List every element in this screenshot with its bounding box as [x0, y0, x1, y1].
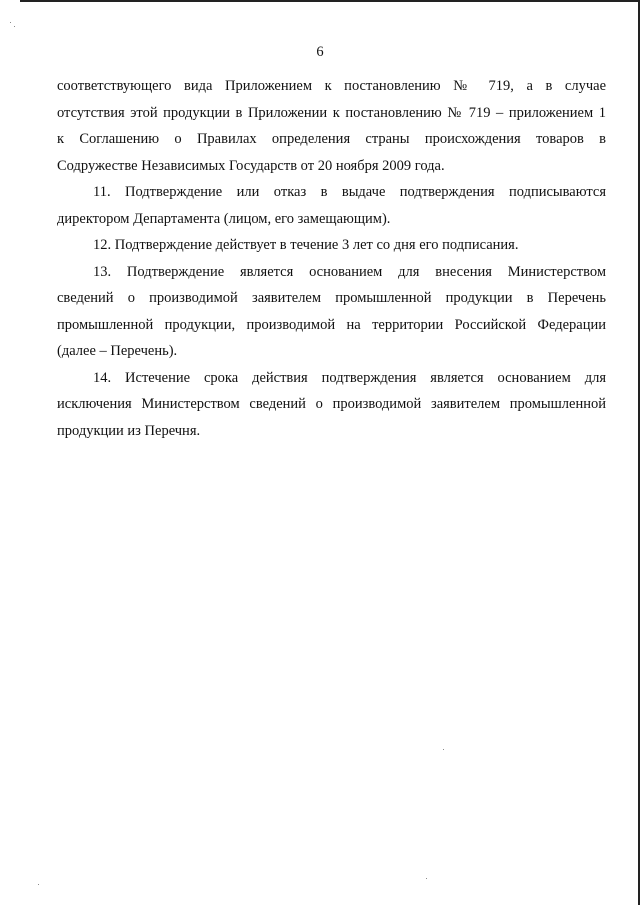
- text-line: промышленной продукции, производимой на территории Российской Федерации: [57, 316, 606, 333]
- text-line: 11. Подтверждение или отказ в выдаче подтверждения подписываются: [93, 184, 606, 200]
- paragraph-11: [57, 179, 606, 232]
- scan-speck: [426, 878, 427, 879]
- document-body: [57, 73, 606, 444]
- text-line: Содружестве Независимых Государств от 20 ноября 2009 года.: [57, 157, 445, 174]
- text-line: отсутствия этой продукции в Приложении к постановлению № 719 – приложением 1: [57, 104, 606, 121]
- text-line: директором Департамента (лицом, его замещающим).: [57, 210, 391, 227]
- paragraph-13: [57, 259, 606, 365]
- scan-speck: [10, 22, 11, 23]
- paragraph-12: [57, 232, 606, 259]
- scan-speck: [14, 26, 15, 27]
- paragraph-14: [57, 365, 606, 445]
- text-line: (далее – Перечень).: [57, 343, 178, 359]
- text-line: к Соглашению о Правилах определения страны происхождения товаров в: [57, 131, 606, 147]
- paragraph-continuation: [57, 73, 606, 179]
- text-line: 13. Подтверждение является основанием для внесения Министерством: [93, 263, 606, 280]
- text-line: 14. Истечение срока действия подтверждения является основанием для: [93, 369, 606, 386]
- text-line: исключения Министерством сведений о производимой заявителем промышленной: [57, 396, 606, 412]
- page-number: 6: [316, 44, 324, 60]
- scan-speck: [38, 884, 39, 885]
- text-line: соответствующего вида Приложением к постановлению № 719, а в случае: [57, 78, 606, 94]
- scan-top-border: [20, 0, 640, 2]
- text-line: сведений о производимой заявителем промышленной продукции в Перечень: [57, 290, 606, 306]
- text-line: 12. Подтверждение действует в течение 3 лет со дня его подписания.: [93, 237, 519, 253]
- text-line: продукции из Перечня.: [57, 422, 201, 439]
- scan-speck: [443, 749, 444, 750]
